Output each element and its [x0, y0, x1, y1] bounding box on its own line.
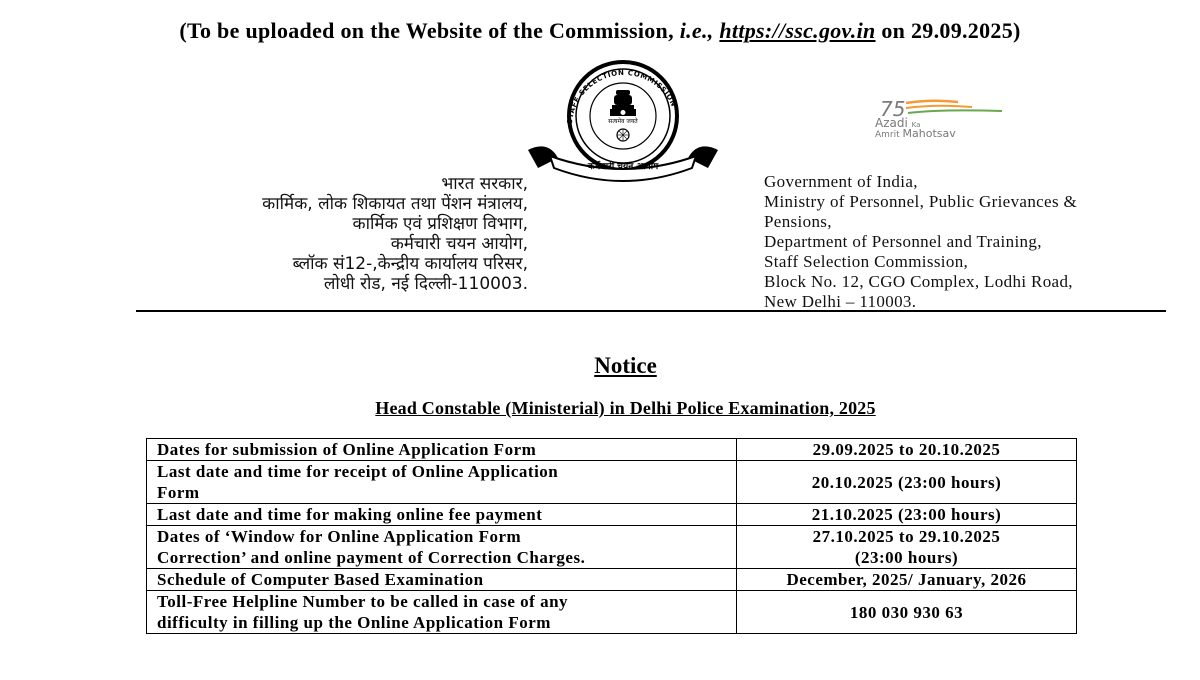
- label-line: Schedule of Computer Based Examination: [157, 570, 484, 589]
- value-line: (23:00 hours): [854, 548, 959, 567]
- label-line: Toll-Free Helpline Number to be called in case of any: [157, 592, 569, 611]
- schedule-label: [147, 591, 737, 634]
- azadi-number: 75: [880, 97, 906, 121]
- upload-prefix: (To be uploaded on the Website of the Commission,: [179, 18, 674, 43]
- azadi-ka-word: Ka: [911, 121, 921, 129]
- table-row: [147, 461, 1077, 504]
- english-address-line: New Delhi – 110003.: [764, 292, 917, 311]
- hindi-address-line: लोधी रोड, नई दिल्ली-110003.: [323, 274, 528, 294]
- hindi-address-line: भारत सरकार,: [441, 174, 528, 194]
- schedule-value: [737, 591, 1077, 634]
- schedule-label: [147, 569, 737, 591]
- english-address-line: Pensions,: [764, 212, 832, 231]
- english-address-line: Block No. 12, CGO Complex, Lodhi Road,: [764, 272, 1073, 291]
- azadi-word: Azadi: [875, 116, 908, 130]
- label-line: Correction’ and online payment of Correction Charges.: [157, 548, 586, 567]
- label-line: Dates for submission of Online Application Form: [157, 440, 537, 459]
- schedule-value: [737, 461, 1077, 504]
- emblem-satyamev-text: सत्यमेव जयते: [608, 118, 638, 125]
- hindi-address-block: [262, 174, 528, 294]
- english-address-line: Department of Personnel and Training,: [764, 232, 1042, 251]
- table-row: [147, 591, 1077, 634]
- hindi-address-line: कार्मिक, लोक शिकायत तथा पेंशन मंत्रालय,: [262, 194, 528, 214]
- schedule-value: [737, 439, 1077, 461]
- value-line: 20.10.2025 (23:00 hours): [811, 472, 1002, 492]
- value-line: 180 030 930 63: [849, 602, 964, 622]
- label-line: difficulty in filling up the Online Application Form: [157, 613, 551, 632]
- amrit-word: Amrit: [875, 130, 900, 140]
- azadi-ka-amrit-mahotsav-logo: [872, 96, 1042, 140]
- schedule-label: [147, 439, 737, 461]
- schedule-label: [147, 526, 737, 569]
- ssc-website-link[interactable]: https://ssc.gov.in: [719, 18, 876, 43]
- english-address-block: [764, 172, 1184, 312]
- label-line: Last date and time for making online fee payment: [157, 505, 543, 524]
- schedule-table: [146, 438, 1077, 634]
- schedule-value: [737, 569, 1077, 591]
- schedule-value: [737, 504, 1077, 526]
- english-address-line: Staff Selection Commission,: [764, 252, 969, 271]
- schedule-label: [147, 461, 737, 504]
- table-row: [147, 569, 1077, 591]
- hindi-address-line: कार्मिक एवं प्रशिक्षण विभाग,: [352, 214, 528, 234]
- english-address-line: Government of India,: [764, 172, 918, 191]
- label-line: Dates of ‘Window for Online Application Form: [157, 527, 522, 546]
- upload-suffix: on 29.09.2025): [881, 18, 1021, 43]
- label-line: Last date and time for receipt of Online Application: [157, 462, 559, 481]
- hindi-address-line: कर्मचारी चयन आयोग,: [390, 234, 528, 254]
- emblem-banner-text: कर्मचारी चयन आयोग: [587, 162, 659, 172]
- notice-title: Notice: [594, 353, 657, 378]
- schedule-label: [147, 504, 737, 526]
- hindi-address-line: ब्लॉक सं12-,केन्द्रीय कार्यालय परिसर,: [292, 254, 528, 274]
- upload-ie: i.e.,: [679, 18, 714, 43]
- exam-title: Head Constable (Ministerial) in Delhi Police Examination, 2025: [375, 398, 876, 418]
- table-row: [147, 439, 1077, 461]
- mahotsav-word: Mahotsav: [902, 127, 956, 140]
- value-line: 21.10.2025 (23:00 hours): [811, 505, 1002, 524]
- table-row: [147, 526, 1077, 569]
- table-row: [147, 504, 1077, 526]
- schedule-value: [737, 526, 1077, 569]
- value-line: December, 2025/ January, 2026: [786, 570, 1027, 589]
- ssc-emblem-logo: [528, 60, 718, 186]
- value-line: 27.10.2025 to 29.10.2025: [812, 527, 1001, 546]
- emblem-arc-text: STAFF SELECTION COMMISSION: [565, 68, 678, 125]
- upload-notice-line: [0, 18, 1200, 44]
- label-line: Form: [157, 483, 200, 502]
- english-address-line: Ministry of Personnel, Public Grievances &: [764, 192, 1078, 211]
- header-divider: [136, 310, 1166, 312]
- value-line: 29.09.2025 to 20.10.2025: [812, 440, 1001, 459]
